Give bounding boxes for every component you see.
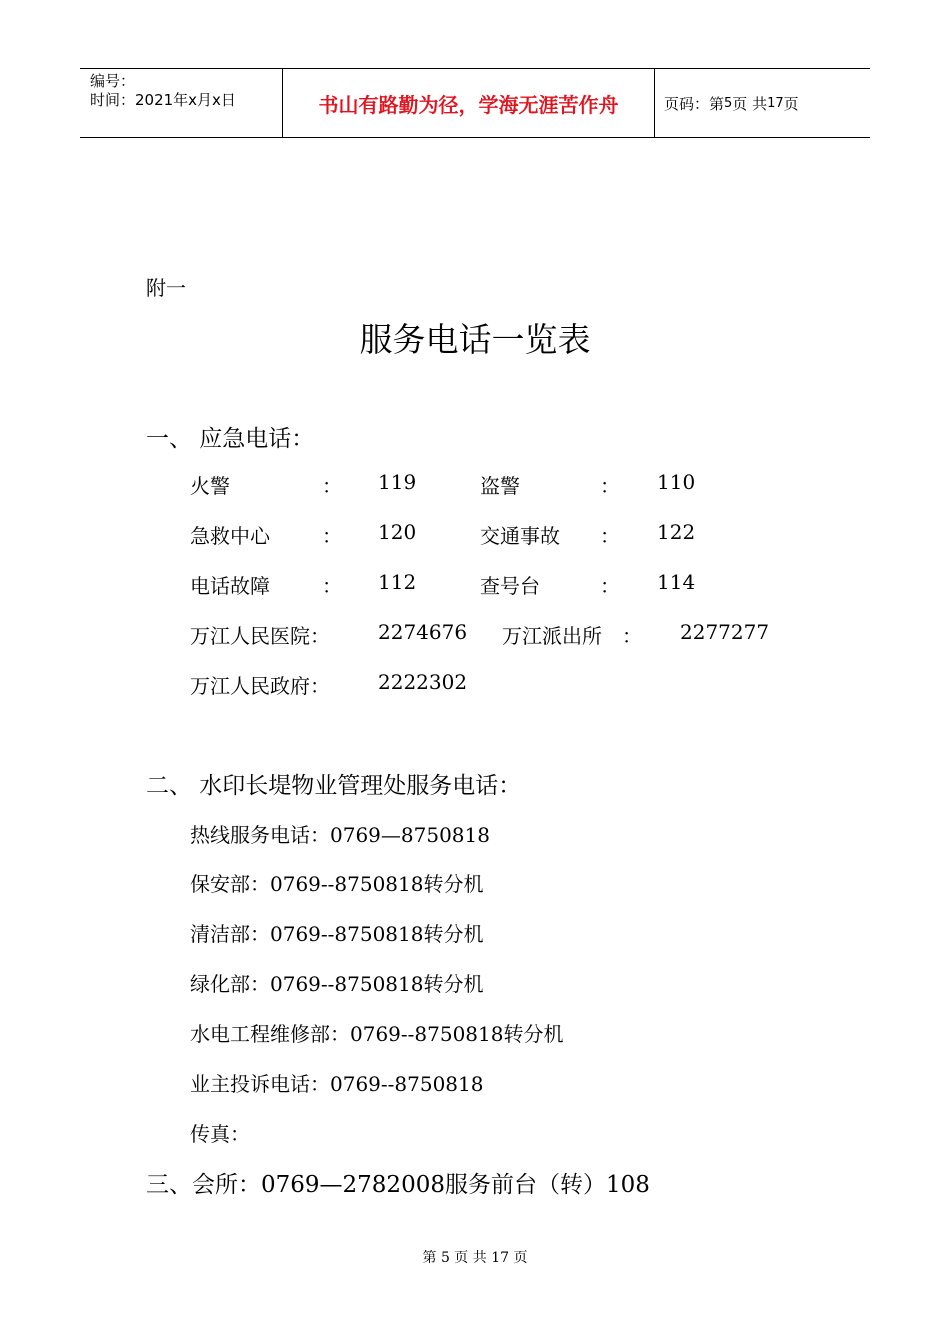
header-page-info xyxy=(655,69,870,137)
emergency-colon: ： xyxy=(600,524,620,548)
page-prefix: 页码：第 xyxy=(664,94,725,113)
emergency-name: 急救中心 xyxy=(190,524,270,548)
section-3-text: 三、会所：0769—2782008服务前台（转）108 xyxy=(146,1172,650,1198)
service-line: 水电工程维修部：0769--8750818转分机 xyxy=(190,1022,564,1046)
page-total: 17 xyxy=(767,95,784,111)
time-label: 时间：2021年x月x日 xyxy=(90,91,236,109)
service-line: 保安部：0769--8750818转分机 xyxy=(190,872,484,896)
emergency-colon: ： xyxy=(322,474,342,498)
page-suffix: 页 xyxy=(783,94,799,113)
page-number: 5 xyxy=(724,95,733,111)
header-meta xyxy=(80,69,282,137)
emergency-number: 112 xyxy=(378,570,417,594)
service-line: 热线服务电话：0769—8750818 xyxy=(190,823,490,847)
service-line: 绿化部：0769--8750818转分机 xyxy=(190,972,484,996)
emergency-name: 交通事故 xyxy=(480,524,560,548)
emergency-name: 火警 xyxy=(190,474,230,498)
section-2-heading: 二、 水印长堤物业管理处服务电话： xyxy=(146,773,522,799)
emergency-number: 114 xyxy=(657,570,696,594)
emergency-colon: ： xyxy=(600,574,620,598)
page-header xyxy=(80,68,870,138)
service-line: 清洁部：0769--8750818转分机 xyxy=(190,922,484,946)
emergency-colon: ： xyxy=(322,574,342,598)
emergency-colon: ： xyxy=(322,524,342,548)
page-mid: 页 共 xyxy=(732,94,768,113)
emergency-name: 万江派出所 xyxy=(502,624,602,648)
emergency-colon: ： xyxy=(622,624,642,648)
page-footer: 第 5 页 共 17 页 xyxy=(422,1250,528,1266)
emergency-colon: ： xyxy=(600,474,620,498)
service-line: 业主投诉电话：0769--8750818 xyxy=(190,1072,484,1096)
emergency-number: 2222302 xyxy=(378,670,468,694)
emergency-number: 110 xyxy=(657,470,696,494)
annex-label: 附一 xyxy=(146,276,186,300)
emergency-number: 2274676 xyxy=(378,620,468,644)
header-motto: 书山有路勤为径，学海无涯苦作舟 xyxy=(282,69,655,137)
emergency-name: 盗警 xyxy=(480,474,520,498)
emergency-name: 万江人民医院： xyxy=(190,624,330,648)
section-1-heading: 一、 应急电话： xyxy=(146,426,315,452)
emergency-number: 2277277 xyxy=(680,620,770,644)
emergency-number: 120 xyxy=(378,520,417,544)
emergency-name: 查号台 xyxy=(480,574,540,598)
emergency-name: 万江人民政府： xyxy=(190,674,330,698)
emergency-number: 119 xyxy=(378,470,417,494)
emergency-number: 122 xyxy=(657,520,696,544)
emergency-name: 电话故障 xyxy=(190,574,270,598)
service-line: 传真： xyxy=(190,1122,250,1146)
document-title: 服务电话一览表 xyxy=(359,320,591,359)
number-label: 编号： xyxy=(90,72,136,90)
